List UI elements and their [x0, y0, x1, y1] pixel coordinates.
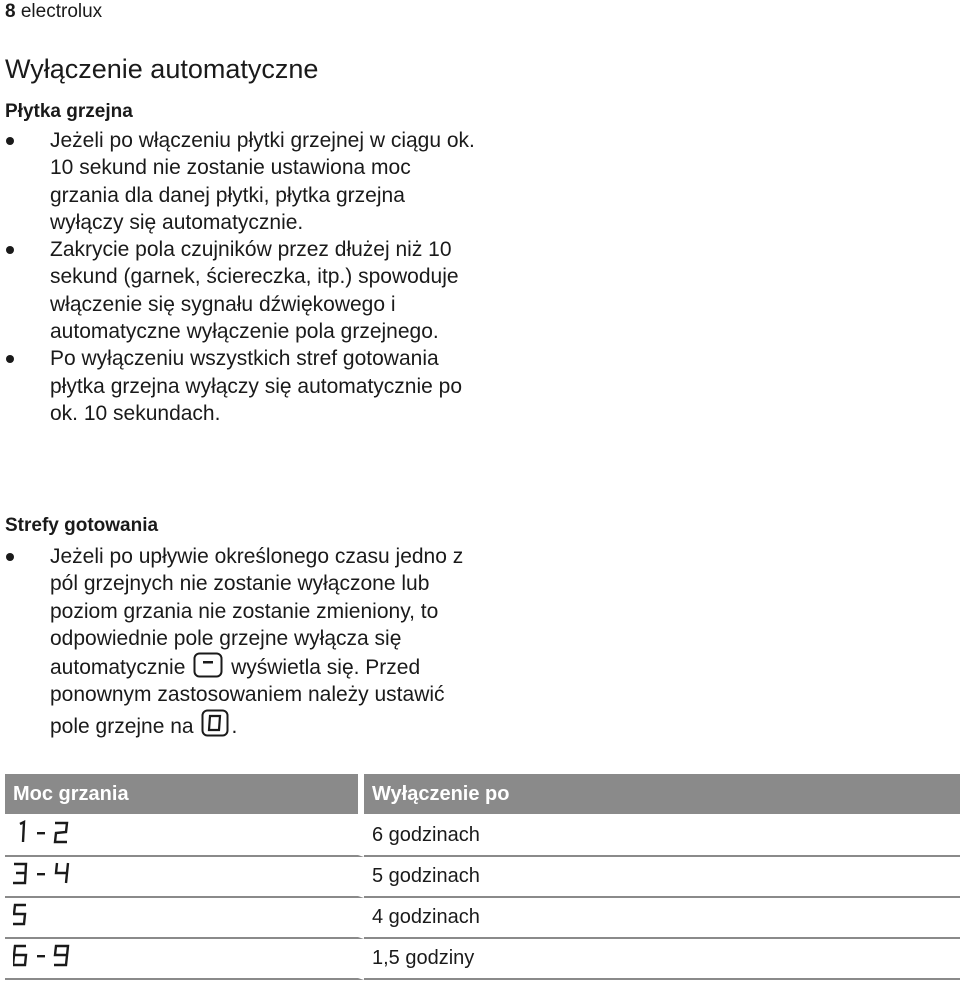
bullet-icon	[6, 553, 14, 561]
column-header-off-after: Wyłączenie po	[364, 774, 960, 816]
section-heading-hob: Płytka grzejna	[5, 101, 133, 122]
off-after-value: 1,5 godziny	[364, 939, 960, 980]
page-number: 8	[5, 1, 16, 22]
power-table	[5, 774, 960, 980]
hob-bullet-list	[5, 127, 475, 427]
list-item: Jeżeli po upływie określonego czasu jedno z pól grzejnych nie zostanie wyłączone lub poziom grzania nie zostanie zmieniony, to odpowiednie pole grzejne wyłącza się automatycznie wyświetla się. Przed ponownym zastosowaniem należy ustawić pole grzejne na .	[5, 543, 475, 740]
list-item: Zakrycie pola czujników przez dłużej niż 10 sekund (garnek, ściereczka, itp.) spowoduje włączenie się sygnału dźwiękowego i automatyczne wyłączenie pola grzejnego.	[5, 236, 475, 345]
segment-1-2-icon	[13, 820, 93, 846]
power-level-display	[5, 898, 364, 939]
off-after-value: 6 godzinach	[364, 816, 960, 857]
table-row	[5, 857, 960, 898]
segment-5-icon	[13, 902, 93, 928]
power-level-display	[5, 857, 364, 898]
segment-6-9-icon	[13, 943, 93, 969]
column-header-power: Moc grzania	[5, 774, 364, 816]
section-heading-zones: Strefy gotowania	[5, 515, 159, 536]
display-dash-icon	[193, 652, 223, 678]
display-zero-icon	[201, 709, 229, 737]
bullet-icon	[6, 137, 14, 145]
list-item: Jeżeli po włączeniu płytki grzejnej w ciągu ok. 10 sekund nie zostanie ustawiona moc grzania dla danej płytki, płytka grzejna wyłączy się automatycznie.	[5, 127, 475, 236]
list-item: Po wyłączeniu wszystkich stref gotowania płytka grzejna wyłączy się automatycznie po ok. 10 sekundach.	[5, 345, 475, 427]
bullet-icon	[6, 355, 14, 363]
table-row	[5, 816, 960, 857]
brand-name: electrolux	[20, 1, 103, 22]
page-header	[5, 0, 102, 24]
bullet-icon	[6, 246, 14, 254]
power-level-display	[5, 816, 364, 857]
off-after-value: 5 godzinach	[364, 857, 960, 898]
table-row	[5, 939, 960, 980]
zones-bullet-list	[5, 543, 475, 740]
segment-3-4-icon	[13, 861, 93, 887]
table-header-row	[5, 774, 960, 816]
page-title: Wyłączenie automatyczne	[5, 54, 319, 84]
table-row	[5, 898, 960, 939]
power-level-display	[5, 939, 364, 980]
off-after-value: 4 godzinach	[364, 898, 960, 939]
